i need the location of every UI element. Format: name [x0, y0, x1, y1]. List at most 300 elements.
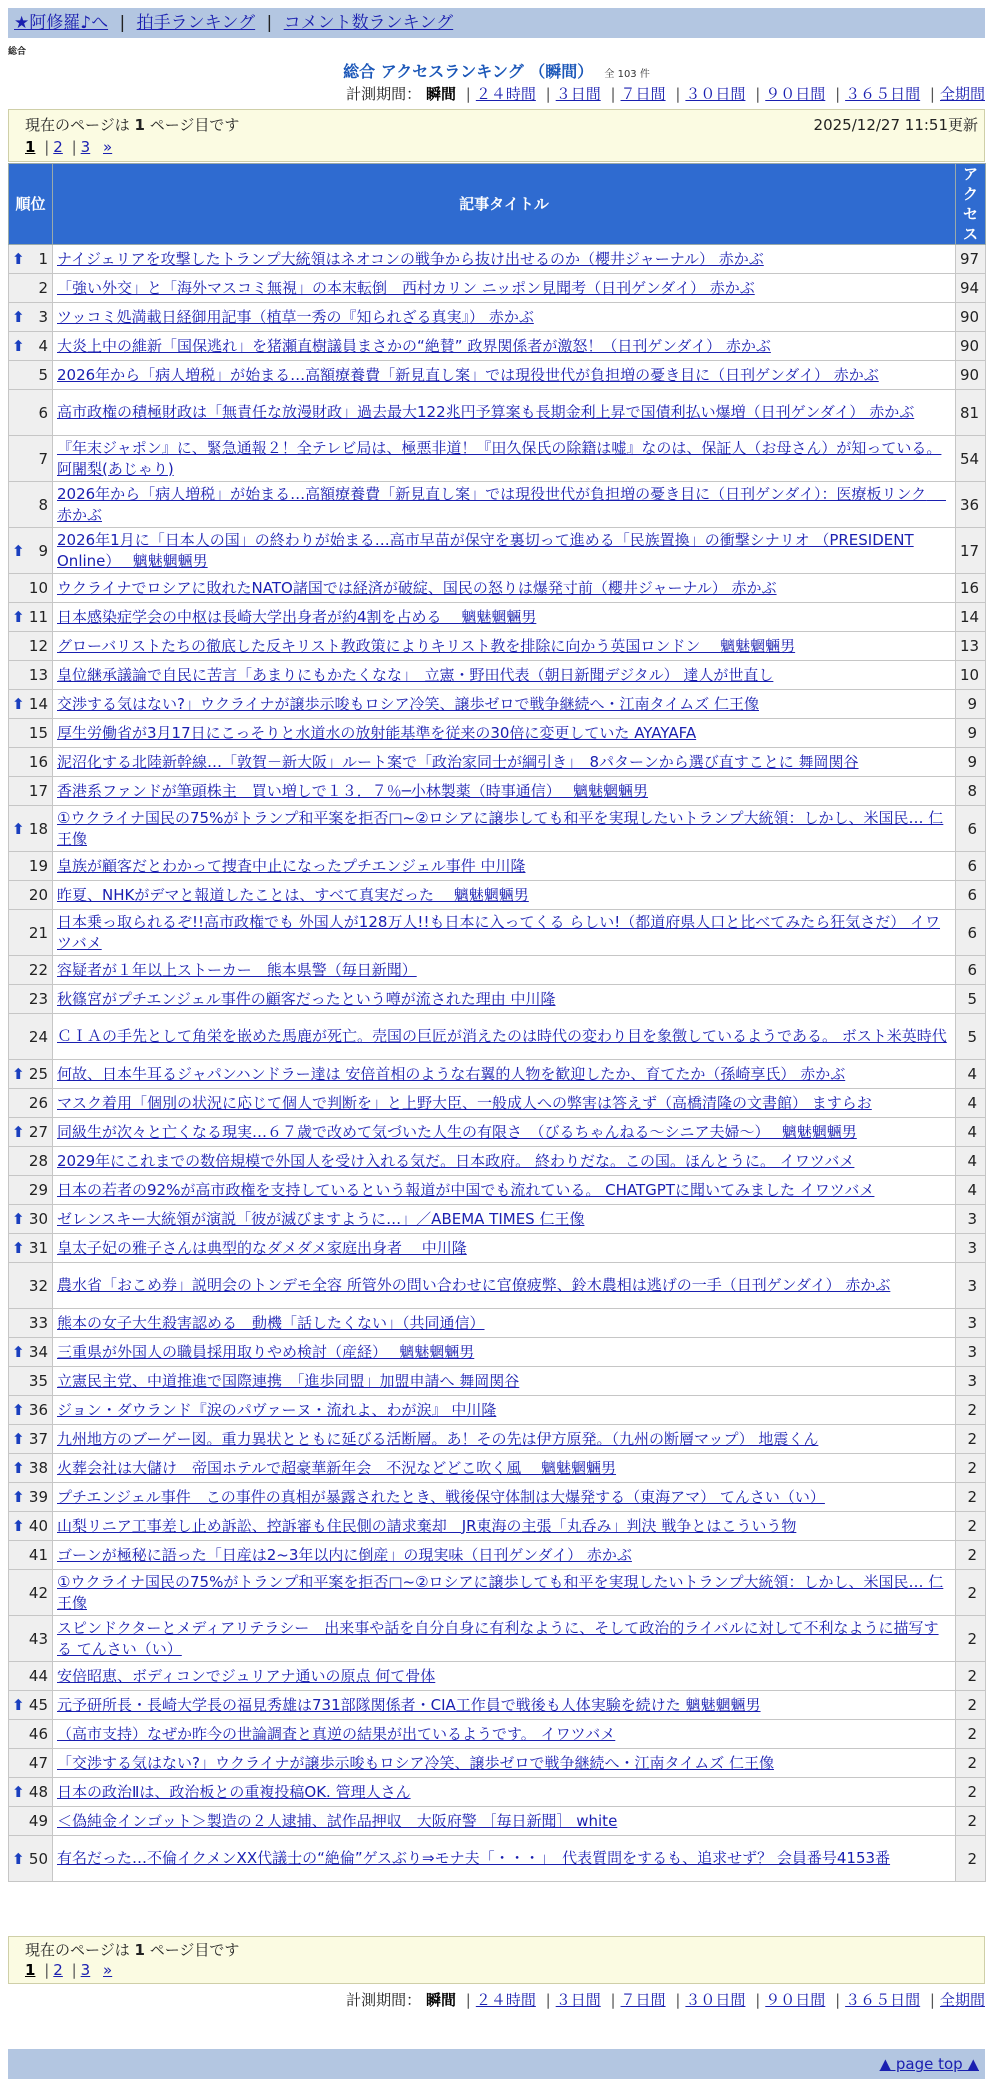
access-count: 4: [956, 1147, 986, 1176]
table-row: [9, 361, 986, 390]
page-info-top: [8, 109, 985, 162]
title-cell: [53, 1720, 956, 1749]
article-link[interactable]: 泥沼化する北陸新幹線…「敦賀－新大阪」ルート案で「政治家同士が綱引き」 8パターンから選び直すことに 舞岡関谷: [57, 752, 859, 771]
article-link[interactable]: 火葬会社は大儲け 帝国ホテルで超豪華新年会 不況などどこ吹く風 魑魅魍魎男: [57, 1458, 617, 1477]
title-cell: [53, 806, 956, 852]
table-row: [9, 1205, 986, 1234]
table-row: [9, 528, 986, 574]
rank-cell: [9, 1338, 53, 1367]
period-current: 瞬間: [425, 85, 456, 103]
rank-number: 23: [28, 990, 48, 1008]
period-selector-top: 計測期間： 瞬間 | ２４時間 | ３日間 | ７日間 | ３０日間 | ９０日間 | ３６５日間 | 全期間: [346, 85, 985, 103]
rank-number: 18: [28, 819, 48, 838]
rank-cell: [9, 1089, 53, 1118]
rank-number: 35: [28, 1372, 48, 1390]
table-row: [9, 274, 986, 303]
table-row: [9, 1807, 986, 1836]
article-link[interactable]: 山梨リニア工事差し止め訴訟、控訴審も住民側の請求棄却 JR東海の主張「丸呑み」判決 戦争とはこういう物: [57, 1516, 797, 1535]
rank-up-arrow-icon: ⬆: [12, 337, 25, 355]
period-link-30d[interactable]: ３０日間: [685, 1991, 746, 2009]
article-link[interactable]: 昨夏、NHKがデマと報道したことは、すべて真実だった 魑魅魍魎男: [57, 885, 529, 904]
rank-cell: [9, 1396, 53, 1425]
table-row: [9, 1749, 986, 1778]
title-cell: [53, 332, 956, 361]
access-count: 2: [956, 1425, 986, 1454]
period-link-90d[interactable]: ９０日間: [765, 1991, 826, 2009]
rank-up-arrow-icon: ⬆: [12, 1065, 25, 1083]
article-link[interactable]: 同級生が次々と亡くなる現実…６７歳で改めて気づいた人生の有限さ （びるちゃんねる～シニア夫婦～） 魑魅魍魎男: [57, 1122, 857, 1141]
rank-up-arrow-icon: ⬆: [12, 608, 25, 626]
article-link[interactable]: 厚生労働省が3月17日にこっそりと水道水の放射能基準を従来の30倍に変更していた AYAYAFA: [57, 723, 697, 742]
table-row: [9, 1616, 986, 1662]
rank-up-arrow-icon: ⬆: [12, 1123, 25, 1141]
title-cell: [53, 1425, 956, 1454]
access-count: 16: [956, 574, 986, 603]
rank-up-arrow-icon: ⬆: [12, 541, 25, 560]
rank-number: 12: [28, 637, 48, 655]
article-link[interactable]: 日本の政治Ⅱは、政治板との重複投稿OK. 管理人さん: [57, 1782, 411, 1801]
article-link[interactable]: ジョン・ダウランド『涙のパヴァーヌ・流れよ、わが涙』 中川隆: [57, 1400, 497, 1419]
access-count: 13: [956, 632, 986, 661]
access-count: 3: [956, 1338, 986, 1367]
article-link[interactable]: 九州地方のブーゲー図。重力異状とともに延びる活断層。あ！その先は伊方原発。（九州の断層マップ） 地震くん: [57, 1429, 819, 1448]
title-cell: [53, 1691, 956, 1720]
pager-link-3[interactable]: 3: [80, 1961, 91, 1979]
access-count: 6: [956, 910, 986, 956]
rank-number: 24: [28, 1027, 48, 1046]
rank-up-arrow-icon: ⬆: [12, 1488, 25, 1506]
access-count: 54: [956, 436, 986, 482]
access-count: 2: [956, 1807, 986, 1836]
footer-bar: [8, 2049, 985, 2079]
title-cell: [53, 1749, 956, 1778]
header-title: 記事タイトル: [53, 164, 956, 245]
article-link[interactable]: 『年末ジャポン』に、緊急通報２！全テレビ局は、極悪非道！『田久保氏の除籍は嘘』なのは、保証人（お母さん）が知っている。 阿闍梨(あじゃり): [57, 438, 942, 478]
pager-link-2[interactable]: 2: [53, 1961, 63, 1979]
rank-cell: [9, 1367, 53, 1396]
rank-up-arrow-icon: ⬆: [12, 1210, 25, 1228]
access-count: 81: [956, 390, 986, 436]
access-count: 90: [956, 332, 986, 361]
rank-number: 22: [28, 961, 48, 979]
table-row: [9, 1483, 986, 1512]
article-link[interactable]: ＜偽純金インゴット＞製造の２人逮捕、試作品押収 大阪府警 ［毎日新聞］ white: [57, 1811, 618, 1830]
title-cell: [53, 1309, 956, 1338]
article-link[interactable]: 熊本の女子大生殺害認める 動機「話したくない」（共同通信）: [57, 1313, 485, 1332]
article-link[interactable]: 2026年1月に「日本人の国」の終わりが始まる…高市早苗が保守を裏切って進める「民族置換」の衝撃シナリオ （PRESIDENT Online） 魑魅魍魎男: [57, 530, 914, 570]
access-count: 3: [956, 1263, 986, 1309]
article-link[interactable]: 日本感染症学会の中枢は長崎大学出身者が約4割を占める 魑魅魍魎男: [57, 607, 537, 626]
rank-number: 43: [28, 1629, 48, 1648]
rank-number: 28: [28, 1152, 48, 1170]
rank-cell: [9, 1205, 53, 1234]
title-cell: [53, 852, 956, 881]
rank-number: 16: [28, 753, 48, 771]
title-cell: [53, 690, 956, 719]
article-link[interactable]: 立憲民主党、中道推進で国際連携 「進歩同盟」加盟申請へ 舞岡関谷: [57, 1371, 520, 1390]
title-cell: [53, 777, 956, 806]
title-cell: [53, 1807, 956, 1836]
rank-up-arrow-icon: ⬆: [12, 1343, 25, 1361]
rank-cell: [9, 1425, 53, 1454]
rank-cell: [9, 1014, 53, 1060]
title-cell: [53, 1338, 956, 1367]
rank-up-arrow-icon: ⬆: [12, 308, 25, 326]
access-count: 8: [956, 777, 986, 806]
access-count: 90: [956, 361, 986, 390]
table-row: [9, 881, 986, 910]
article-link[interactable]: 2026年から「病人増税」が始まる…高額療養費「新見直し案」では現役世代が負担増の憂き目に（日刊ゲンダイ） 赤かぶ: [57, 365, 879, 384]
rank-cell: [9, 482, 53, 528]
access-count: 9: [956, 690, 986, 719]
nav-separator: |: [119, 13, 126, 33]
rank-cell: [9, 777, 53, 806]
rank-cell: [9, 1118, 53, 1147]
title-cell: [53, 1014, 956, 1060]
article-link[interactable]: 安倍昭恵、ボディコンでジュリアナ通いの原点 何て骨体: [57, 1666, 436, 1685]
table-row: [9, 1118, 986, 1147]
title-cell: [53, 1454, 956, 1483]
rank-up-arrow-icon: ⬆: [12, 1459, 25, 1477]
rank-number: 21: [28, 923, 48, 942]
article-link[interactable]: 皇太子妃の雅子さんは典型的なダメダメ家庭出身者 中川隆: [57, 1238, 467, 1257]
rank-number: 33: [28, 1314, 48, 1332]
rank-cell: [9, 303, 53, 332]
article-link[interactable]: 元予研所長・長崎大学長の福見秀雄は731部隊関係者・CIA工作員で戦後も人体実験を続けた 魑魅魍魎男: [57, 1695, 761, 1714]
rank-cell: [9, 574, 53, 603]
period-current: 瞬間: [425, 1991, 456, 2009]
item-count: 全 103 件: [604, 69, 650, 80]
access-count: 2: [956, 1691, 986, 1720]
article-link[interactable]: 2026年から「病人増税」が始まる…高額療養費「新見直し案」では現役世代が負担増の憂き目に（日刊ゲンダイ）：医療板リンク 赤かぶ: [57, 484, 946, 524]
rank-number: 34: [28, 1343, 48, 1361]
period-link-3d[interactable]: ３日間: [555, 1991, 601, 2009]
period-link-365d[interactable]: ３６５日間: [845, 85, 921, 103]
period-link-all[interactable]: 全期間: [939, 85, 985, 103]
article-link[interactable]: ①ウクライナ国民の75%がトランプ和平案を拒否□~②ロシアに譲歩しても和平を実現したいトランプ大統領：しかし、米国民… 仁王像: [57, 1572, 944, 1612]
table-row: [9, 436, 986, 482]
rank-number: 45: [28, 1696, 48, 1714]
table-row: [9, 1234, 986, 1263]
table-row: [9, 1454, 986, 1483]
title-cell: [53, 1089, 956, 1118]
title-cell: [53, 1118, 956, 1147]
access-count: 2: [956, 1778, 986, 1807]
rank-number: 26: [28, 1094, 48, 1112]
rank-number: 15: [28, 724, 48, 742]
page-top-link[interactable]: ▲ page top ▲: [879, 2055, 979, 2073]
access-count: 2: [956, 1720, 986, 1749]
access-count: 36: [956, 482, 986, 528]
rank-number: 30: [28, 1210, 48, 1228]
access-count: 2: [956, 1616, 986, 1662]
article-link[interactable]: 皇位継承議論で自民に苦言「あまりにもかたくなな」 立憲・野田代表（朝日新聞デジタル） 達人が世直し: [57, 665, 774, 684]
table-row: [9, 661, 986, 690]
updated-timestamp: 2025/12/27 11:51更新: [813, 116, 978, 134]
table-row: [9, 1367, 986, 1396]
rank-number: 48: [28, 1783, 48, 1801]
article-link[interactable]: 日本乗っ取られるぞ!!高市政権でも 外国人が128万人!!も日本に入ってくる らしい!（都道府県人口と比べてみたら狂気さだ） イワツバメ: [57, 912, 941, 952]
rank-cell: [9, 1512, 53, 1541]
access-count: 97: [956, 245, 986, 274]
title-cell: [53, 245, 956, 274]
rank-cell: [9, 719, 53, 748]
article-link[interactable]: グローバリストたちの徹底した反キリスト教政策によりキリスト教を排除に向かう英国ロンドン 魑魅魍魎男: [57, 636, 796, 655]
title-cell: [53, 748, 956, 777]
category-label: 総合: [8, 47, 27, 57]
article-link[interactable]: マスク着用「個別の状況に応じて個人で判断を」と上野大臣、一般成人への弊害は答えず（高橋清隆の文書館） ますらお: [57, 1093, 872, 1112]
title-cell: [53, 436, 956, 482]
article-link[interactable]: 香港系ファンドが筆頭株主 買い増しで１３．７％─小林製薬（時事通信） 魑魅魍魎男: [57, 781, 649, 800]
rank-cell: [9, 1662, 53, 1691]
rank-cell: [9, 332, 53, 361]
rank-cell: [9, 1176, 53, 1205]
access-count: 2: [956, 1749, 986, 1778]
rank-cell: [9, 1483, 53, 1512]
article-link[interactable]: 農水省「おこめ券」説明会のトンデモ全容 所管外の問い合わせに官僚疲弊、鈴木農相は逃げの一手（日刊ゲンダイ） 赤かぶ: [57, 1276, 891, 1294]
title-cell: [53, 910, 956, 956]
nav-link-clap-ranking[interactable]: 拍手ランキング: [136, 13, 256, 33]
rank-number: 25: [28, 1065, 48, 1083]
rank-number: 1: [38, 250, 48, 268]
article-link[interactable]: スピンドクターとメディアリテラシー 出来事や話を自分自身に有利なように、そして政治的ライバルに対して不利なように描写する てんさい（い）: [57, 1618, 939, 1658]
article-link[interactable]: ゴーンが極秘に語った「日産は2~3年以内に倒産」の現実味（日刊ゲンダイ） 赤かぶ: [57, 1545, 632, 1564]
period-link-24h[interactable]: ２４時間: [475, 1991, 536, 2009]
article-link[interactable]: 高市政権の積極財政は「無責任な放漫財政」過去最大122兆円予算案も長期金利上昇で国債利払い爆増（日刊ゲンダイ） 赤かぶ: [57, 403, 915, 421]
rank-cell: [9, 748, 53, 777]
rank-number: 8: [38, 495, 48, 514]
period-link-90d[interactable]: ９０日間: [765, 85, 826, 103]
table-row: [9, 1541, 986, 1570]
access-count: 2: [956, 1454, 986, 1483]
article-link[interactable]: 2029年にこれまでの数倍規模で外国人を受け入れる気だ。日本政府。 終わりだな。この国。ほんとうに。 イワツバメ: [57, 1151, 855, 1170]
period-link-7d[interactable]: ７日間: [620, 1991, 666, 2009]
table-row: [9, 1836, 986, 1882]
rank-number: 5: [38, 366, 48, 384]
table-row: [9, 1570, 986, 1616]
table-row: [9, 1147, 986, 1176]
rank-cell: [9, 1263, 53, 1309]
rank-cell: [9, 528, 53, 574]
table-row: [9, 1263, 986, 1309]
rank-cell: [9, 1541, 53, 1570]
table-row: [9, 1425, 986, 1454]
title-cell: [53, 632, 956, 661]
top-nav-bar: [8, 8, 985, 38]
nav-link-asyura-home[interactable]: ★阿修羅♪へ: [14, 13, 109, 33]
rank-number: 38: [28, 1459, 48, 1477]
rank-number: 47: [28, 1754, 48, 1772]
table-row: [9, 1396, 986, 1425]
article-link[interactable]: 「強い外交」と「海外マスコミ無視」の本末転倒 西村カリン ニッポン見聞考（日刊ゲンダイ） 赤かぶ: [57, 278, 755, 297]
access-count: 2: [956, 1483, 986, 1512]
rank-number: 7: [38, 449, 48, 468]
period-link-7d[interactable]: ７日間: [620, 85, 666, 103]
title-cell: [53, 1570, 956, 1616]
access-count: 94: [956, 274, 986, 303]
access-count: 5: [956, 1014, 986, 1060]
nav-link-comment-ranking[interactable]: コメント数ランキング: [283, 13, 454, 33]
header-rank: 順位: [9, 164, 53, 245]
rank-cell: [9, 985, 53, 1014]
period-selector-bottom: 計測期間： 瞬間 | ２４時間 | ３日間 | ７日間 | ３０日間 | ９０日間 | ３６５日間 | 全期間: [346, 1991, 985, 2009]
rank-number: 3: [38, 308, 48, 326]
article-link[interactable]: 「交渉する気はない?」ウクライナが譲歩示唆もロシア冷笑、譲歩ゼロで戦争継続へ・江南タイムズ 仁王像: [57, 1753, 774, 1772]
nav-separator: |: [266, 13, 273, 33]
current-page-text: 現在のページは 1 ページ目です: [25, 116, 240, 134]
rank-up-arrow-icon: ⬆: [12, 695, 25, 713]
title-cell: [53, 574, 956, 603]
article-link[interactable]: 大炎上中の維新「国保逃れ」を猪瀬直樹議員まさかの“絶賛” 政界関係者が激怒！（日刊ゲンダイ） 赤かぶ: [57, 336, 771, 355]
access-count: 17: [956, 528, 986, 574]
rank-number: 9: [38, 541, 48, 560]
rank-up-arrow-icon: ⬆: [12, 1696, 25, 1714]
rank-number: 6: [38, 403, 48, 422]
rank-number: 2: [38, 279, 48, 297]
rank-number: 36: [28, 1401, 48, 1419]
title-cell: [53, 1512, 956, 1541]
title-cell: [53, 956, 956, 985]
title-cell: [53, 1263, 956, 1309]
article-link[interactable]: 三重県が外国人の職員採用取りやめ検討（産経） 魑魅魍魎男: [57, 1342, 475, 1361]
article-link[interactable]: ツッコミ処満載日経御用記事（植草一秀の『知られざる真実』） 赤かぶ: [57, 307, 534, 326]
pager-link-3[interactable]: 3: [80, 138, 91, 156]
pager-next[interactable]: »: [103, 138, 113, 156]
title-cell: [53, 303, 956, 332]
table-row: [9, 806, 986, 852]
access-count: 3: [956, 1205, 986, 1234]
table-row: [9, 303, 986, 332]
pager-link-2[interactable]: 2: [53, 138, 63, 156]
rank-number: 39: [28, 1488, 48, 1506]
access-count: 6: [956, 881, 986, 910]
rank-cell: [9, 1234, 53, 1263]
article-link[interactable]: 何故、日本牛耳るジャパンハンドラー達は 安倍首相のような右翼的人物を歓迎したか、育てたか（孫崎享氏） 赤かぶ: [57, 1064, 846, 1083]
rank-number: 31: [28, 1239, 48, 1257]
article-link[interactable]: 容疑者が１年以上ストーカー 熊本県警（毎日新聞）: [57, 960, 417, 979]
title-cell: [53, 1060, 956, 1089]
article-link[interactable]: ウクライナでロシアに敗れたNATO諸国では経済が破綻、国民の怒りは爆発寸前（櫻井ジャーナル） 赤かぶ: [57, 578, 777, 597]
period-label: 計測期間：: [346, 85, 422, 103]
title-cell: [53, 361, 956, 390]
table-row: [9, 603, 986, 632]
title-cell: [53, 719, 956, 748]
article-link[interactable]: 皇族が顧客だとわかって捜査中止になったプチエンジェル事件 中川隆: [57, 856, 526, 875]
title-cell: [53, 1234, 956, 1263]
period-link-24h[interactable]: ２４時間: [475, 85, 536, 103]
rank-number: 46: [28, 1725, 48, 1743]
header-access: アクセス: [956, 164, 986, 245]
rank-number: 19: [28, 857, 48, 875]
rank-number: 50: [28, 1849, 48, 1868]
rank-number: 37: [28, 1430, 48, 1448]
rank-cell: [9, 1060, 53, 1089]
rank-cell: [9, 274, 53, 303]
article-link[interactable]: 有名だった…不倫イクメンXX代議士の“絶倫”ゲスぶり⇒モナ夫「・・・」 代表質問をするも、追求せず？ 会員番号4153番: [57, 1849, 891, 1867]
rank-cell: [9, 1778, 53, 1807]
rank-up-arrow-icon: ⬆: [12, 1849, 25, 1868]
period-link-all[interactable]: 全期間: [939, 1991, 985, 2009]
article-link[interactable]: 秋篠宮がプチエンジェル事件の顧客だったという噂が流された理由 中川隆: [57, 989, 556, 1008]
rank-number: 14: [28, 695, 48, 713]
title-cell: [53, 390, 956, 436]
rank-number: 4: [38, 337, 48, 355]
rank-cell: [9, 390, 53, 436]
table-row: [9, 777, 986, 806]
rank-cell: [9, 1749, 53, 1778]
title-cell: [53, 661, 956, 690]
access-count: 9: [956, 748, 986, 777]
pager-next[interactable]: »: [103, 1961, 113, 1979]
article-link[interactable]: （高市支持）なぜか昨今の世論調査と真逆の結果が出ているようです。 イワツバメ: [57, 1724, 616, 1743]
title-cell: [53, 603, 956, 632]
article-link[interactable]: 交渉する気はない?」ウクライナが譲歩示唆もロシア冷笑、譲歩ゼロで戦争継続へ・江南タイムズ 仁王像: [57, 694, 759, 713]
rank-up-arrow-icon: ⬆: [12, 1239, 25, 1257]
table-row: [9, 956, 986, 985]
rank-cell: [9, 1147, 53, 1176]
title-cell: [53, 1483, 956, 1512]
table-row: [9, 1338, 986, 1367]
rank-up-arrow-icon: ⬆: [12, 819, 25, 838]
rank-number: 29: [28, 1181, 48, 1199]
period-link-30d[interactable]: ３０日間: [685, 85, 746, 103]
access-count: 2: [956, 1570, 986, 1616]
access-count: 5: [956, 985, 986, 1014]
rank-cell: [9, 690, 53, 719]
pager-current: 1: [25, 138, 36, 156]
rank-cell: [9, 361, 53, 390]
title-cell: [53, 1616, 956, 1662]
article-link[interactable]: ゼレンスキー大統領が演説「彼が滅びますように…」／ABEMA TIMES 仁王像: [57, 1209, 585, 1228]
pagination: 1 | 2 | 3 »: [25, 1961, 113, 1979]
period-link-3d[interactable]: ３日間: [555, 85, 601, 103]
access-count: 4: [956, 1060, 986, 1089]
ranking-rows: [9, 245, 986, 1882]
table-row: [9, 1720, 986, 1749]
ranking-heading: [0, 62, 993, 85]
article-link[interactable]: 日本の若者の92%が高市政権を支持しているという報道が中国でも流れている。 CHATGPTに聞いてみました イワツバメ: [57, 1180, 875, 1199]
article-link[interactable]: ①ウクライナ国民の75%がトランプ和平案を拒否□~②ロシアに譲歩しても和平を実現したいトランプ大統領：しかし、米国民… 仁王像: [57, 808, 944, 848]
access-count: 2: [956, 1512, 986, 1541]
rank-number: 13: [28, 666, 48, 684]
title-cell: [53, 1367, 956, 1396]
period-link-365d[interactable]: ３６５日間: [845, 1991, 921, 2009]
access-count: 6: [956, 956, 986, 985]
rank-cell: [9, 1720, 53, 1749]
rank-cell: [9, 632, 53, 661]
rank-cell: [9, 1570, 53, 1616]
ranking-table: [8, 163, 986, 1882]
table-row: [9, 245, 986, 274]
article-link[interactable]: ナイジェリアを攻撃したトランプ大統領はネオコンの戦争から抜け出せるのか（櫻井ジャーナル） 赤かぶ: [57, 249, 764, 268]
rank-number: 49: [28, 1812, 48, 1830]
page-info-bottom: [8, 1936, 985, 1984]
rank-up-arrow-icon: ⬆: [12, 1517, 25, 1535]
table-row: [9, 748, 986, 777]
article-link[interactable]: ＣＩＡの手先として角栄を嵌めた馬鹿が死亡。売国の巨匠が消えたのは時代の変わり目を象徴しているようである。 ボスト米英時代: [57, 1027, 947, 1045]
table-row: [9, 390, 986, 436]
table-row: [9, 1060, 986, 1089]
table-row: [9, 1176, 986, 1205]
access-count: 3: [956, 1234, 986, 1263]
table-row: [9, 1691, 986, 1720]
access-count: 2: [956, 1541, 986, 1570]
title-cell: [53, 1205, 956, 1234]
article-link[interactable]: プチエンジェル事件 この事件の真相が暴露されたとき、戦後保守体制は大爆発する（東海アマ） てんさい（い）: [57, 1487, 825, 1506]
page-title: 総合 アクセスランキング （瞬間）: [343, 62, 594, 81]
current-page-text: 現在のページは 1 ページ目です: [25, 1941, 240, 1959]
title-cell: [53, 1778, 956, 1807]
